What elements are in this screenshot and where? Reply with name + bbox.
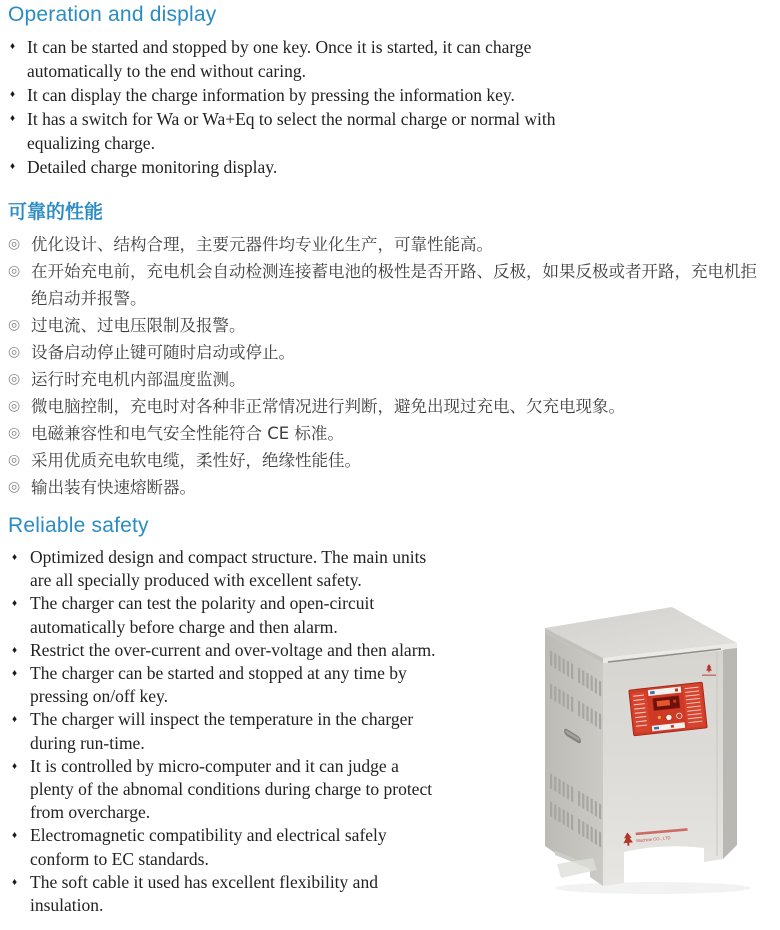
- display-indicator: [673, 700, 676, 703]
- list-item: ◎ 设备启动停止键可随时启动或停止。: [8, 339, 776, 366]
- section-reliable-safety: [8, 513, 523, 917]
- ring-bullet-icon: ◎: [8, 425, 21, 441]
- control-panel: [629, 682, 708, 736]
- list-item: ♦ Optimized design and compact structure. The main units are all specially produced with excellent safety.: [8, 546, 523, 592]
- section-reliable-performance-cn: [8, 200, 776, 501]
- list-item: ◎ 过电流、过电压限制及报警。: [8, 312, 776, 339]
- list-item: ♦ It can display the charge information by pressing the information key.: [10, 85, 515, 105]
- diamond-bullet-icon: ♦: [12, 668, 18, 680]
- ring-bullet-icon: ◎: [8, 236, 21, 252]
- charger-photo: [535, 588, 780, 930]
- diamond-bullet-icon: ♦: [12, 714, 18, 726]
- list-item: ◎ 输出装有快速熔断器。: [8, 474, 776, 501]
- list-item: ♦ Restrict the over-current and over-voltage and then alarm.: [8, 639, 523, 662]
- ring-bullet-icon: ◎: [8, 317, 21, 333]
- panel-footer-red-mark: [671, 725, 674, 728]
- list-item: ◎ 优化设计、结构合理，主要元器件均专业化生产，可靠性能高。: [8, 231, 776, 258]
- list-item: ♦ It is controlled by micro-computer and it can judge a plenty of the abnomal conditions during charge to protect from overcharge.: [8, 755, 523, 825]
- ring-bullet-icon: ◎: [8, 344, 21, 360]
- diamond-bullet-icon: ♦: [10, 41, 16, 52]
- list-item: ♦ Electromagnetic compatibility and electrical safely conform to EC standards.: [8, 824, 523, 870]
- bullet-list: [8, 546, 523, 917]
- section-heading: Reliable safety: [8, 514, 149, 537]
- diamond-bullet-icon: ♦: [12, 552, 18, 563]
- diamond-bullet-icon: ♦: [12, 830, 18, 842]
- section-operation-and-display: [8, 2, 676, 179]
- diamond-bullet-icon: ♦: [12, 644, 18, 656]
- list-item: ♦ It has a switch for Wa or Wa+Eq to select the normal charge or normal with equalizing charge.: [10, 109, 556, 153]
- diamond-bullet-icon: ♦: [10, 113, 16, 124]
- ring-bullet-icon: ◎: [8, 263, 21, 279]
- list-item: ♦ Detailed charge monitoring display.: [10, 157, 278, 177]
- list-item: ♦ It can be started and stopped by one key. Once it is started, it can charge automatically to the end without caring.: [10, 37, 532, 81]
- section-heading: Operation and display: [8, 3, 217, 26]
- cabinet-shadow: [555, 882, 751, 894]
- list-item: ♦ The soft cable it used has excellent flexibility and insulation.: [8, 871, 523, 917]
- start-button: [666, 714, 673, 721]
- list-item: ◎ 微电脑控制，充电时对各种非正常情况进行判断，避免出现过充电、欠充电现象。: [8, 393, 776, 420]
- bullet-list: [8, 35, 676, 179]
- list-item: ♦ The charger can test the polarity and open-circuit automatically before charge and then alarm.: [8, 592, 523, 638]
- brand-caption: Machine CO., LTD: [636, 835, 671, 844]
- cabinet-right-face: [723, 644, 737, 859]
- ring-bullet-icon: ◎: [8, 371, 21, 387]
- bullet-list: [8, 231, 776, 501]
- list-item: ♦ The charger can be started and stopped at any time by pressing on/off key.: [8, 662, 523, 708]
- ring-bullet-icon: ◎: [8, 398, 21, 414]
- diamond-bullet-icon: ♦: [10, 161, 16, 172]
- list-item: ◎ 电磁兼容性和电气安全性能符合 CE 标准。: [8, 420, 776, 447]
- section-heading: 可靠的性能: [8, 201, 104, 223]
- panel-header-blue-mark: [650, 691, 655, 694]
- ring-bullet-icon: ◎: [8, 452, 21, 468]
- stop-button: [676, 713, 682, 719]
- diamond-bullet-icon: ♦: [12, 598, 18, 610]
- list-item: ◎ 采用优质充电软电缆，柔性好，绝缘性能佳。: [8, 447, 776, 474]
- list-item: ◎ 在开始充电前，充电机会自动检测连接蓄电池的极性是否开路、反极，如果反极或者开路，充电机拒 绝启动并报警。: [8, 258, 776, 312]
- cabinet-side-panel: [545, 633, 603, 886]
- list-item: ♦ The charger will inspect the temperature in the charger during run-time.: [8, 708, 523, 754]
- diamond-bullet-icon: ♦: [12, 760, 18, 772]
- panel-header-red-mark: [675, 688, 678, 691]
- charger-cabinet-illustration: [535, 588, 780, 930]
- ring-bullet-icon: ◎: [8, 479, 21, 495]
- list-item: ◎ 运行时充电机内部温度监测。: [8, 366, 776, 393]
- diamond-bullet-icon: ♦: [10, 89, 16, 100]
- cabinet-front-panel: [603, 650, 723, 886]
- diamond-bullet-icon: ♦: [12, 876, 18, 888]
